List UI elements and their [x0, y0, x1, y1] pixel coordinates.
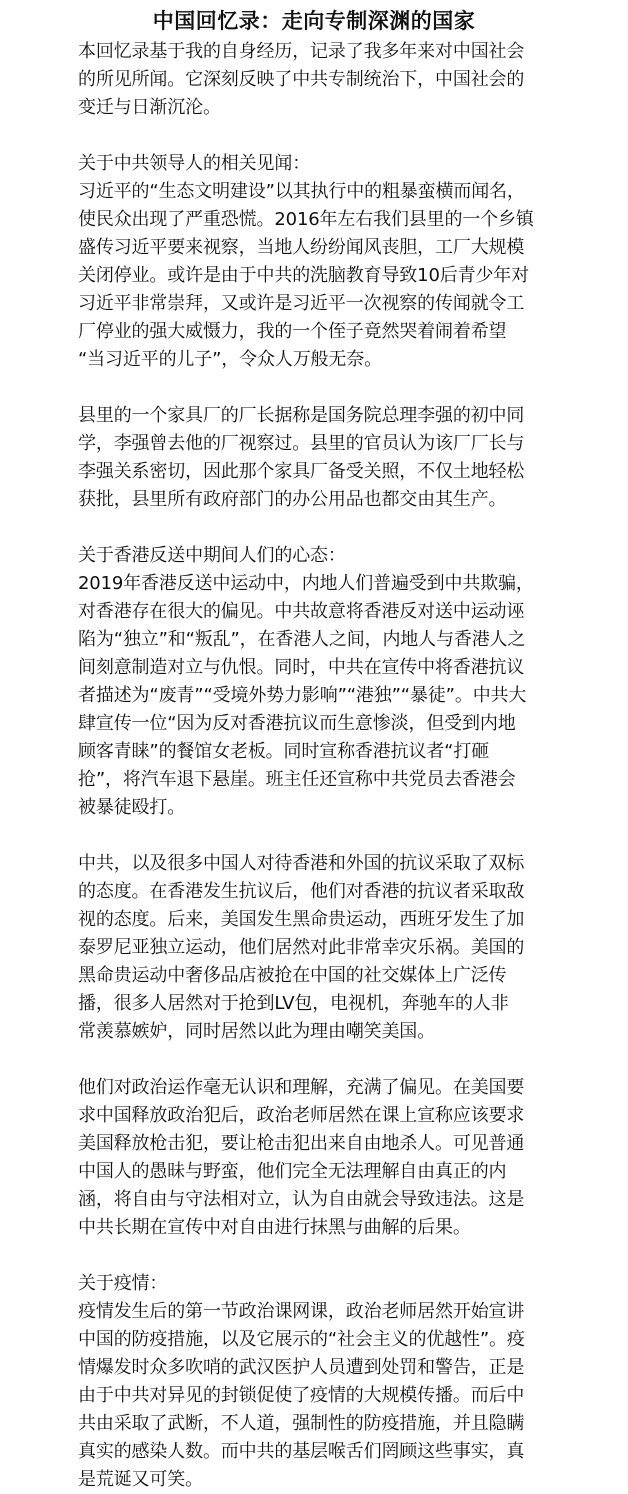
text-line: 中共长期在宣传中对自由进行抹黑与曲解的后果。	[78, 1217, 471, 1238]
text-line: 学，李强曾去他的厂视察过。县里的官员认为该厂厂长与	[78, 433, 525, 454]
paragraph-gap	[78, 514, 608, 542]
text-line: 本回忆录基于我的自身经历，记录了我多年来对中国社会	[78, 41, 525, 62]
text-line: 陷为“独立”和“叛乱”，在香港人之间，内地人与香港人之	[78, 629, 526, 650]
text-line: 真实的感染人数。而中共的基层喉舌们罔顾这些事实，真	[78, 1441, 525, 1462]
text-line: 习近平的“生态文明建设”以其执行中的粗暴蛮横而闻名，	[78, 181, 525, 202]
text-line: 县里的一个家具厂的厂长据称是国务院总理李强的初中同	[78, 405, 525, 426]
text-line: 求中国释放政治犯后，政治老师居然在课上宣称应该要求	[78, 1105, 525, 1126]
hongkong-paragraph-3	[78, 1074, 608, 1242]
text-line: “当习近平的儿子”，令众人万般无奈。	[78, 349, 382, 370]
leaders-paragraph-2	[78, 402, 608, 514]
text-line: 由于中共对异见的封锁促使了疫情的大规模传播。而后中	[78, 1385, 525, 1406]
paragraph-gap	[78, 122, 608, 150]
text-line: 变迁与日渐沉沦。	[78, 97, 221, 118]
text-line: 盛传习近平要来视察，当地人纷纷闻风丧胆，工厂大规模	[78, 237, 525, 258]
text-line: 泰罗尼亚独立运动，他们居然对此非常幸灾乐祸。美国的	[78, 937, 525, 958]
text-line: 对香港存在很大的偏见。中共故意将香港反对送中运动诬	[78, 601, 525, 622]
text-line: 常羡慕嫉妒，同时居然以此为理由嘲笑美国。	[78, 1021, 435, 1042]
text-line: 是荒诞又可笑。	[78, 1469, 203, 1490]
section-heading: 关于香港反送中期间人们的心态：	[78, 545, 346, 566]
document-title: 中国回忆录：走向专制深渊的国家	[152, 9, 476, 33]
section-heading: 关于中共领导人的相关见闻：	[78, 153, 311, 174]
text-line: 间刻意制造对立与仇恨。同时，中共在宣传中将香港抗议	[78, 657, 525, 678]
paragraph-gap	[78, 1242, 608, 1270]
text-line: 美国释放枪击犯，要让枪击犯出来自由地杀人。可见普通	[78, 1133, 525, 1154]
section-hongkong	[78, 542, 608, 822]
text-line: 中国的防疫措施，以及它展示的“社会主义的优越性”。疫	[78, 1329, 525, 1350]
hongkong-paragraph-2	[78, 850, 608, 1046]
text-line: 他们对政治运作毫无认识和理解，充满了偏见。在美国要	[78, 1077, 525, 1098]
text-line: 情爆发时众多吹哨的武汉医护人员遭到处罚和警告，正是	[78, 1357, 525, 1378]
text-line: 疫情发生后的第一节政治课网课，政治老师居然开始宣讲	[78, 1301, 525, 1322]
text-line: 的所见所闻。它深刻反映了中共专制统治下，中国社会的	[78, 69, 525, 90]
text-line: 2019年香港反送中运动中，内地人们普遍受到中共欺骗，	[78, 573, 534, 594]
text-line: 顾客青睐”的餐馆女老板。同时宣称香港抗议者“打砸	[78, 741, 490, 762]
text-line: 黑命贵运动中奢侈品店被抢在中国的社交媒体上广泛传	[78, 965, 507, 986]
text-line: 李强关系密切，因此那个家具厂备受关照，不仅土地轻松	[78, 461, 525, 482]
text-line: 习近平非常崇拜，又或许是习近平一次视察的传闻就令工	[78, 293, 525, 314]
text-line: 厂停业的强大威慑力，我的一个侄子竟然哭着闹着希望	[78, 321, 507, 342]
section-heading: 关于疫情：	[78, 1273, 168, 1294]
text-line: 视的态度。后来，美国发生黑命贵运动，西班牙发生了加	[78, 909, 525, 930]
text-line: 使民众出现了严重恐慌。2016年左右我们县里的一个乡镇	[78, 209, 534, 230]
intro-paragraph	[78, 38, 608, 122]
text-line: 关闭停业。或许是由于中共的洗脑教育导致10后青少年对	[78, 265, 530, 286]
text-line: 中国人的愚昧与野蛮，他们完全无法理解自由真正的内	[78, 1161, 507, 1182]
text-line: 者描述为“废青”“受境外势力影响”“港独”“暴徒”。中共大	[78, 685, 527, 706]
text-line: 共由采取了武断，不人道，强制性的防疫措施，并且隐瞒	[78, 1413, 525, 1434]
text-line: 的态度。在香港发生抗议后，他们对香港的抗议者采取敌	[78, 881, 525, 902]
text-line: 抢”，将汽车退下悬崖。班主任还宣称中共党员去香港会	[78, 769, 516, 790]
text-line: 中共，以及很多中国人对待香港和外国的抗议采取了双标	[78, 853, 525, 874]
paragraph-gap	[78, 374, 608, 402]
text-line: 播，很多人居然对于抢到LV包，电视机，奔驰车的人非	[78, 993, 509, 1014]
section-epidemic	[78, 1270, 608, 1494]
section-leaders	[78, 150, 608, 374]
paragraph-gap	[78, 1046, 608, 1074]
paragraph-gap	[78, 822, 608, 850]
text-line: 涵，将自由与守法相对立，认为自由就会导致违法。这是	[78, 1189, 525, 1210]
text-line: 肆宣传一位“因为反对香港抗议而生意惨淡，但受到内地	[78, 713, 516, 734]
text-line: 获批，县里所有政府部门的办公用品也都交由其生产。	[78, 489, 507, 510]
text-line: 被暴徒殴打。	[78, 797, 186, 818]
